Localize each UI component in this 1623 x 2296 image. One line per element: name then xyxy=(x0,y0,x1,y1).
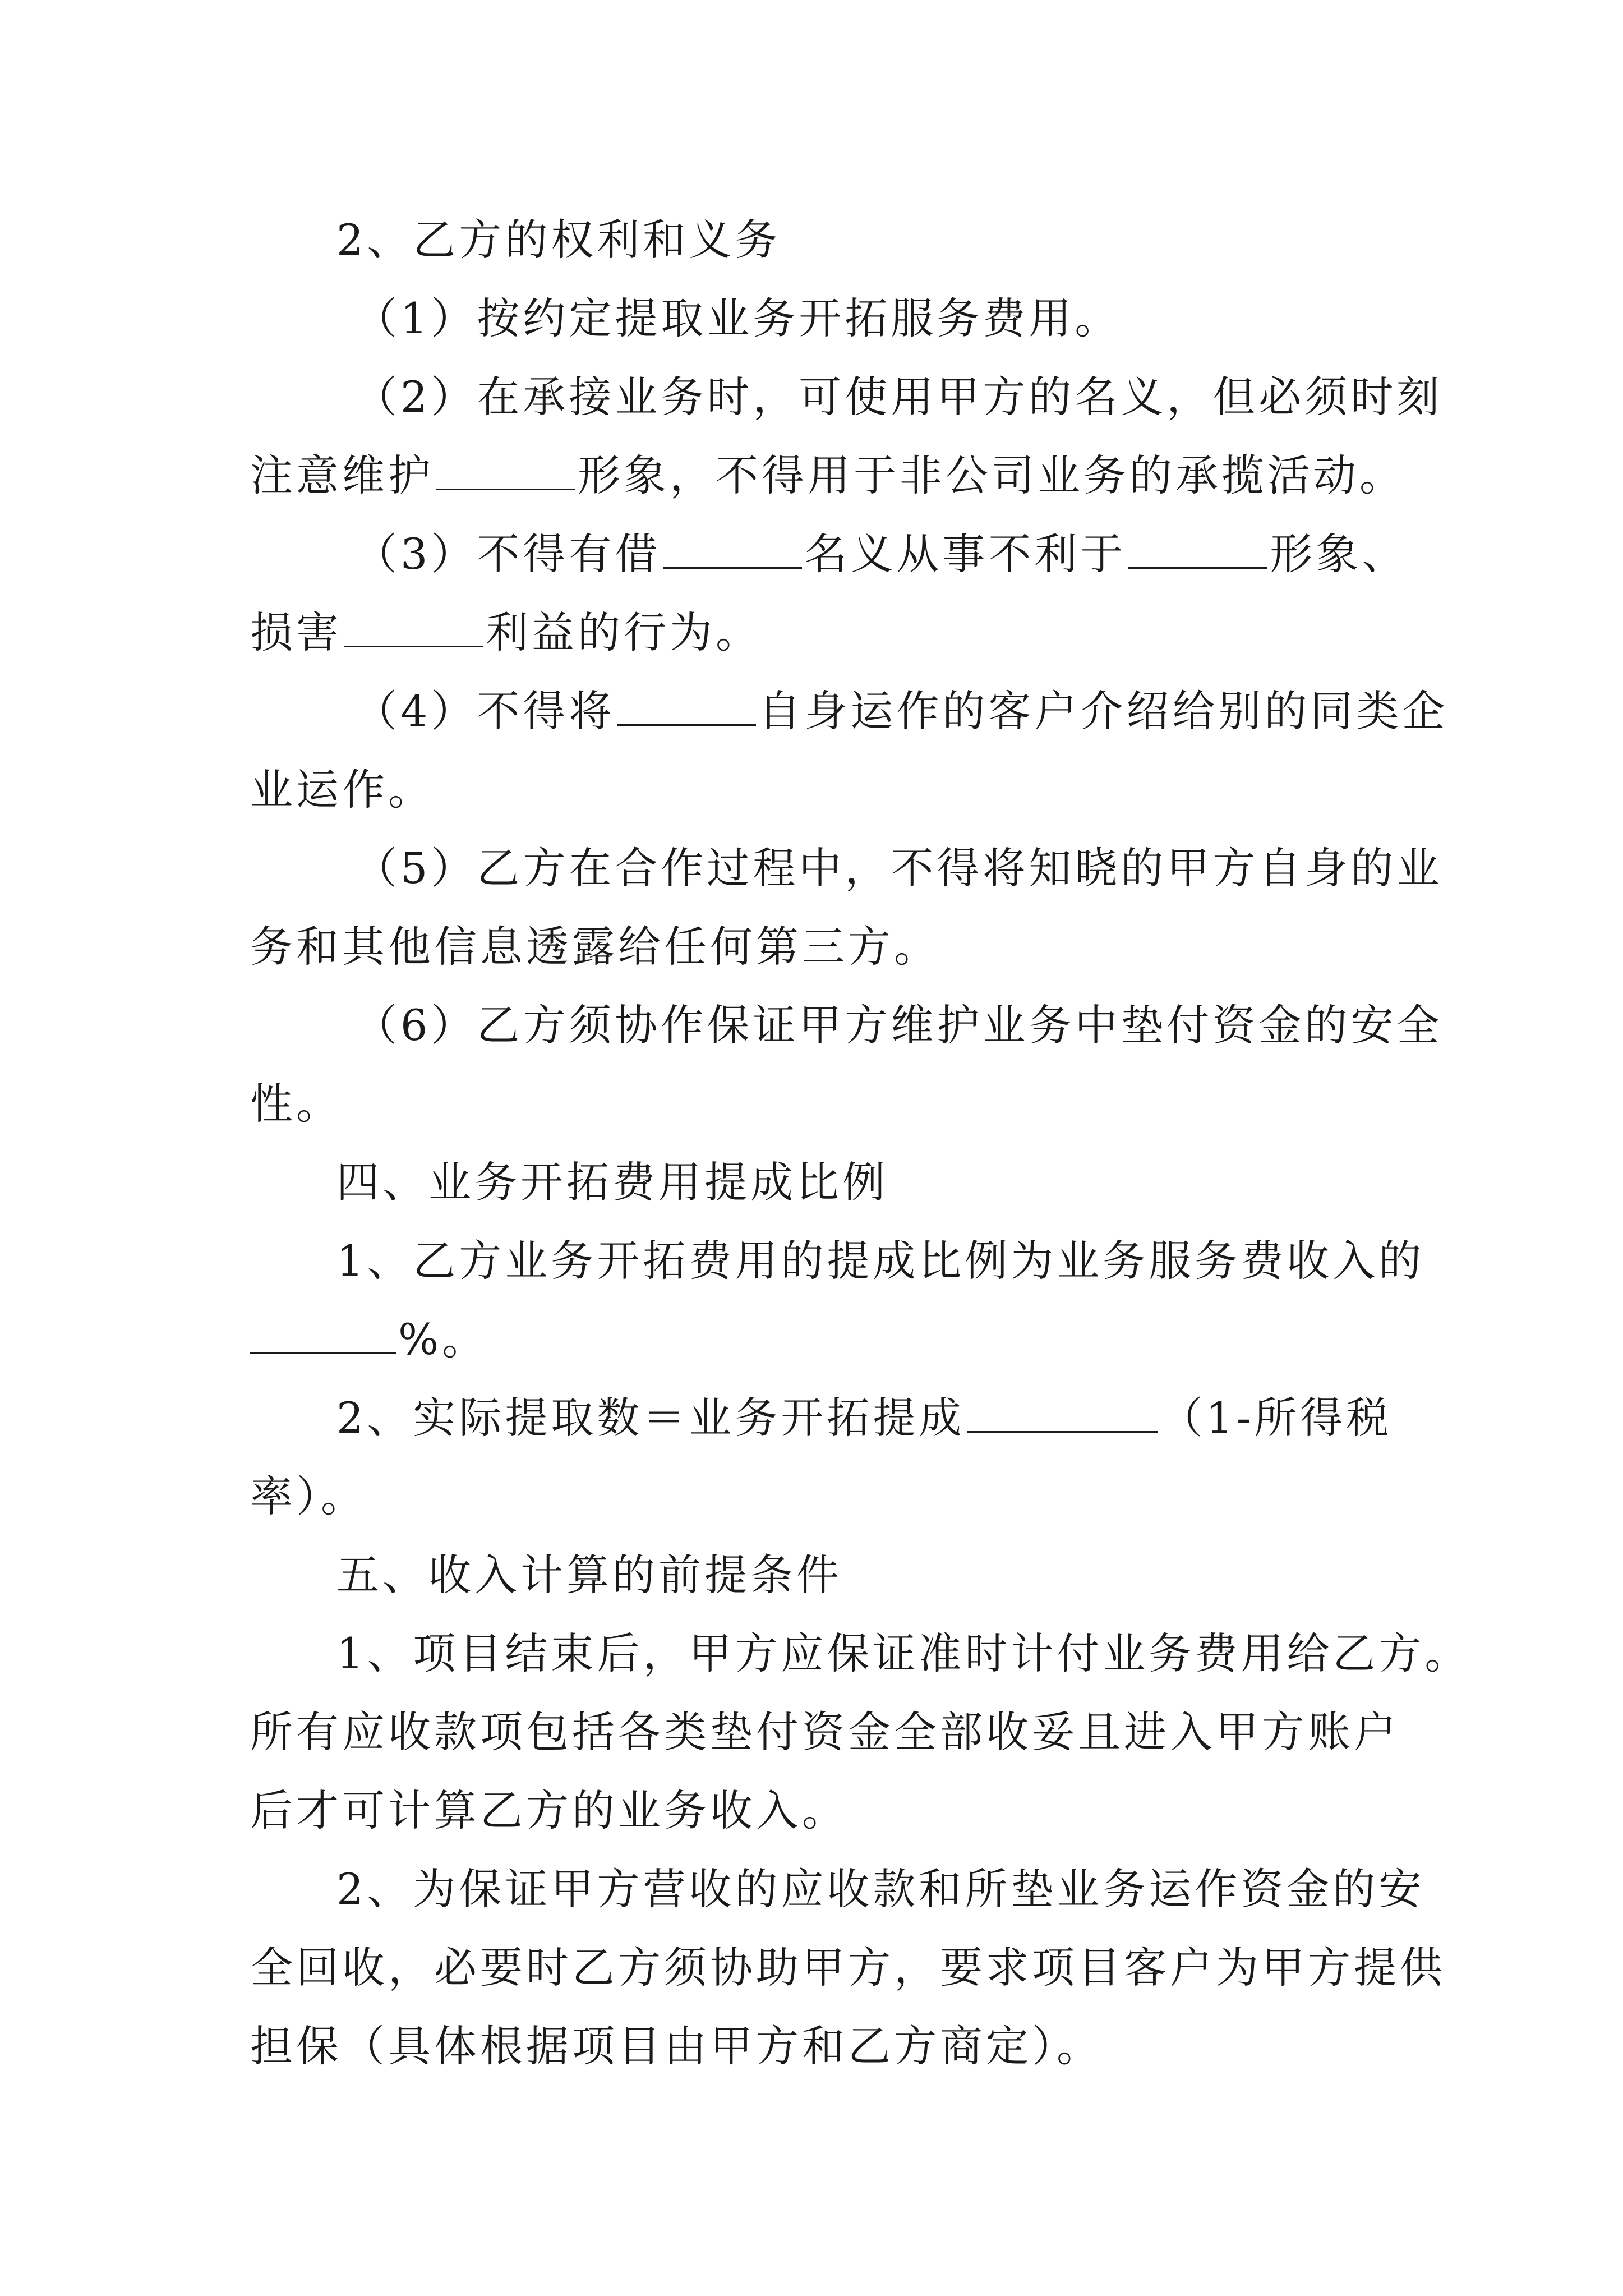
clause-5-line-1: （5）乙方在合作过程中，不得将知晓的甲方自身的业 xyxy=(354,843,1443,893)
clause-3-line-2: 损害 利益的行为。 xyxy=(250,608,762,657)
clause-5-line-2: 务和其他信息透露给任何第三方。 xyxy=(250,922,940,972)
section-heading-rights: 2、乙方的权利和义务 xyxy=(336,215,781,265)
clause-4-line-2: 业运作。 xyxy=(250,765,434,815)
fill-blank xyxy=(663,533,802,569)
clause-2-line-1: （2）在承接业务时，可使用甲方的名义，但必须时刻 xyxy=(354,372,1443,422)
clause-6-line-1: （6）乙方须协作保证甲方维护业务中垫付资金的安全 xyxy=(354,1000,1443,1050)
commission-2-line-1: 2、实际提取数＝业务开拓提成 （1-所得税 xyxy=(336,1393,1393,1443)
fill-blank xyxy=(1128,533,1267,569)
section-heading-commission: 四、业务开拓费用提成比例 xyxy=(336,1157,888,1207)
commission-1-line-2: %。 xyxy=(250,1318,488,1361)
precondition-2-line-1: 2、为保证甲方营收的应收款和所垫业务运作资金的安 xyxy=(336,1864,1425,1914)
fill-blank xyxy=(436,455,575,490)
commission-1-line-1: 1、乙方业务开拓费用的提成比例为业务服务费收入的 xyxy=(336,1236,1425,1286)
precondition-1-line-1: 1、项目结束后，甲方应保证准时计付业务费用给乙方。 xyxy=(336,1628,1471,1678)
clause-2-line-2: 注意维护 形象，不得用于非公司业务的承揽活动。 xyxy=(250,450,1405,500)
fill-blank xyxy=(250,1319,396,1354)
clause-1: （1）按约定提取业务开拓服务费用。 xyxy=(354,293,1121,343)
precondition-1-line-2: 所有应收款项包括各类垫付资金全部收妥且进入甲方账户 xyxy=(250,1707,1400,1757)
fill-blank xyxy=(344,612,483,647)
fill-blank xyxy=(617,691,756,726)
section-heading-preconditions: 五、收入计算的前提条件 xyxy=(336,1550,842,1600)
precondition-1-line-3: 后才可计算乙方的业务收入。 xyxy=(250,1786,848,1835)
clause-4-line-1: （4）不得将 自身运作的客户介绍给别的同类企 xyxy=(354,686,1449,736)
precondition-2-line-2: 全回收，必要时乙方须协助甲方，要求项目客户为甲方提供 xyxy=(250,1943,1446,1993)
commission-2-line-2: 率）。 xyxy=(250,1471,367,1521)
precondition-2-line-3: 担保（具体根据项目由甲方和乙方商定）。 xyxy=(250,2021,1103,2071)
fill-blank xyxy=(967,1397,1158,1433)
clause-3-line-1: （3）不得有借 名义从事不利于 形象、 xyxy=(354,529,1408,579)
clause-6-line-2: 性。 xyxy=(250,1079,342,1129)
